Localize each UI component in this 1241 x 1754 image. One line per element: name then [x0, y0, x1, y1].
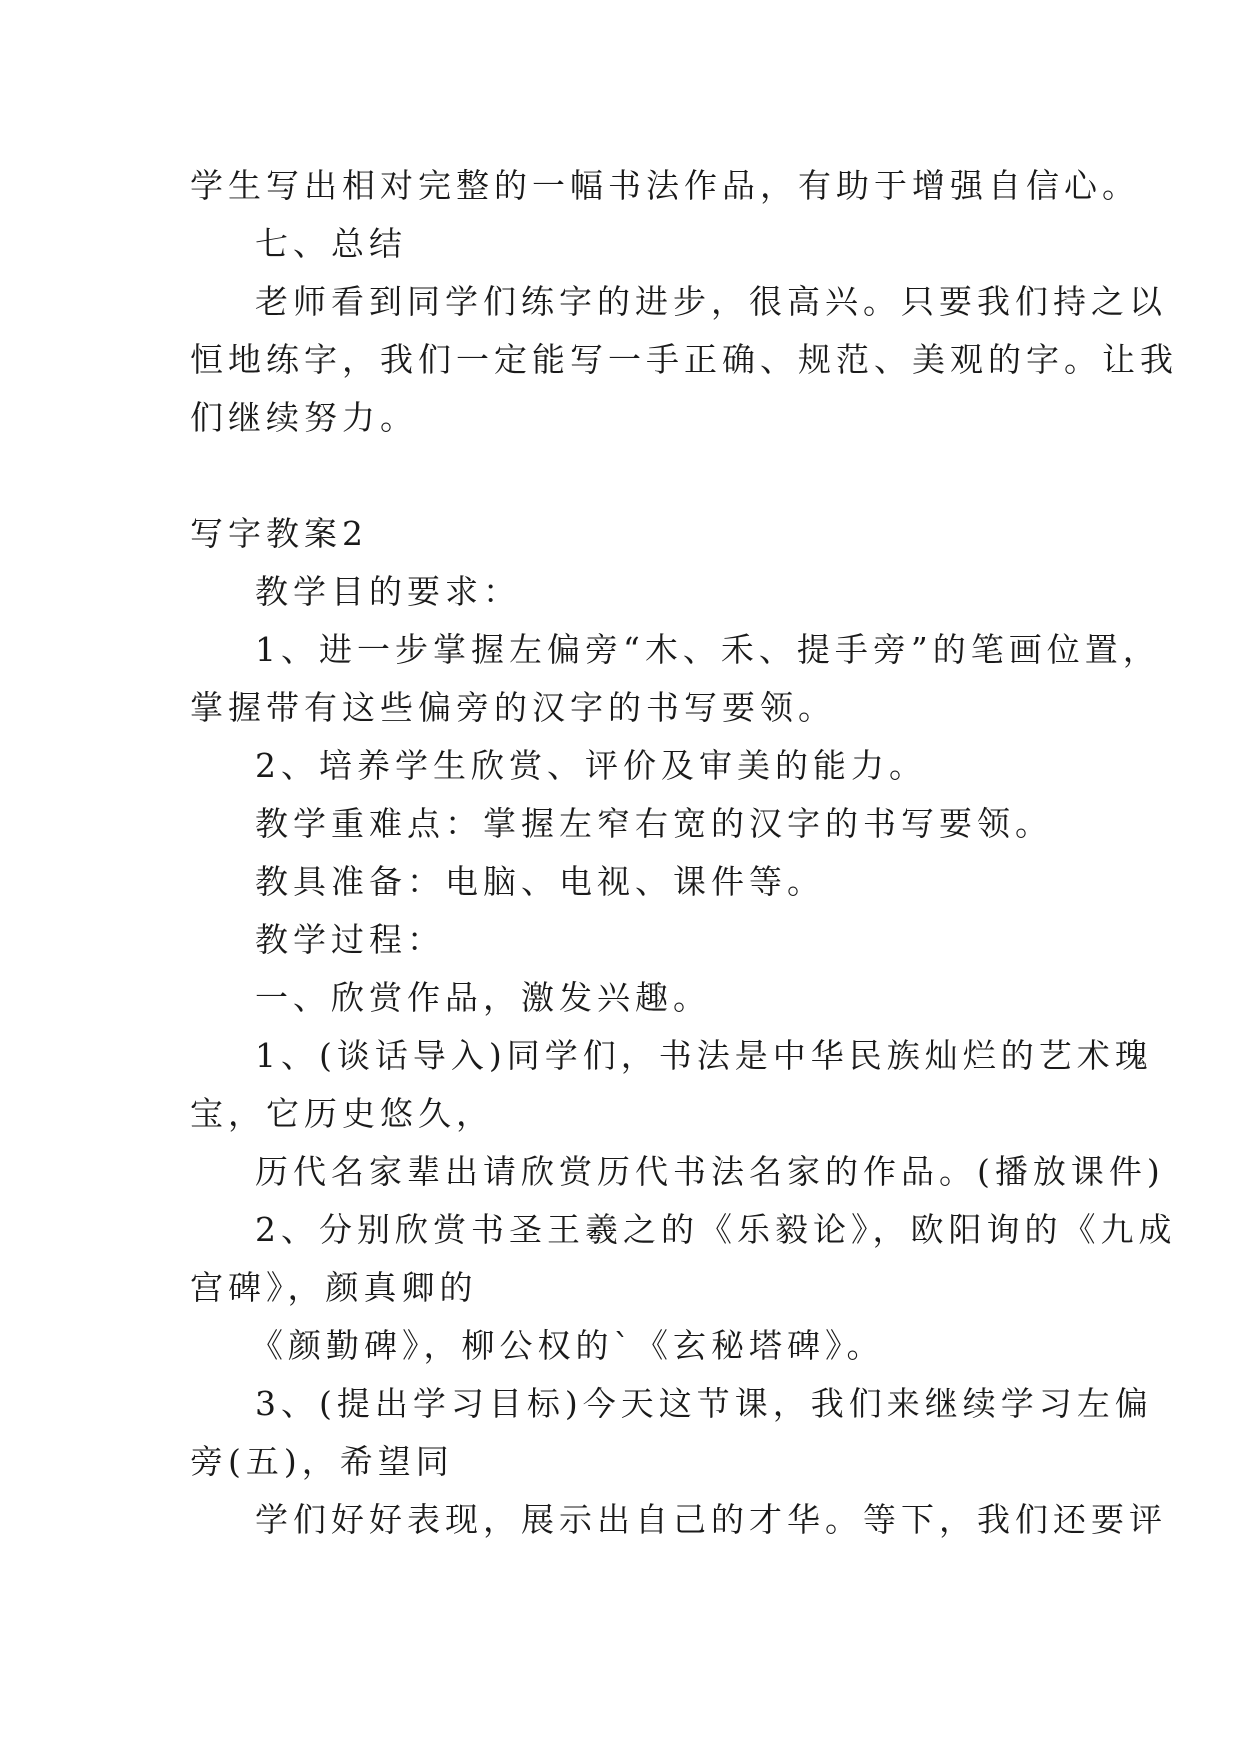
paragraph-line: 教学目的要求：: [255, 572, 521, 611]
paragraph-line: 《颜勤碑》，柳公权的`《玄秘塔碑》。: [250, 1326, 885, 1365]
section-heading: 一、欣赏作品，激发兴趣。: [255, 978, 711, 1017]
paragraph-line: 们继续努力。: [190, 398, 418, 437]
paragraph-line: 恒地练字，我们一定能写一手正确、规范、美观的字。让我: [190, 340, 1178, 379]
paragraph-line: 3、(提出学习目标)今天这节课，我们来继续学习左偏: [255, 1384, 1153, 1423]
paragraph-line: 2、分别欣赏书圣王羲之的《乐毅论》，欧阳询的《九成: [255, 1210, 1177, 1249]
paragraph-line: 老师看到同学们练字的进步，很高兴。只要我们持之以: [255, 282, 1167, 321]
paragraph-line: 教学重难点：掌握左窄右宽的汉字的书写要领。: [255, 804, 1053, 843]
paragraph-line: 教具准备：电脑、电视、课件等。: [255, 862, 825, 901]
paragraph-line: 宫碑》，颜真卿的: [190, 1268, 478, 1307]
paragraph-line: 教学过程：: [255, 920, 445, 959]
paragraph-line: 1、进一步掌握左偏旁“木、禾、提手旁”的笔画位置，: [255, 630, 1161, 669]
paragraph-line: 宝，它历史悠久，: [190, 1094, 494, 1133]
paragraph-line: 学生写出相对完整的一幅书法作品，有助于增强自信心。: [190, 166, 1140, 205]
paragraph-line: 学们好好表现，展示出自己的才华。等下，我们还要评: [255, 1500, 1167, 1539]
paragraph-line: 掌握带有这些偏旁的汉字的书写要领。: [190, 688, 836, 727]
paragraph-line: 历代名家辈出请欣赏历代书法名家的作品。(播放课件): [255, 1152, 1165, 1191]
paragraph-line: 1、(谈话导入)同学们，书法是中华民族灿烂的艺术瑰: [255, 1036, 1153, 1075]
paragraph-line: 旁(五)，希望同: [190, 1442, 454, 1481]
section-heading: 七、总结: [255, 224, 407, 263]
paragraph-line: 2、培养学生欣赏、评价及审美的能力。: [255, 746, 927, 785]
document-title: 写字教案2: [190, 514, 368, 553]
